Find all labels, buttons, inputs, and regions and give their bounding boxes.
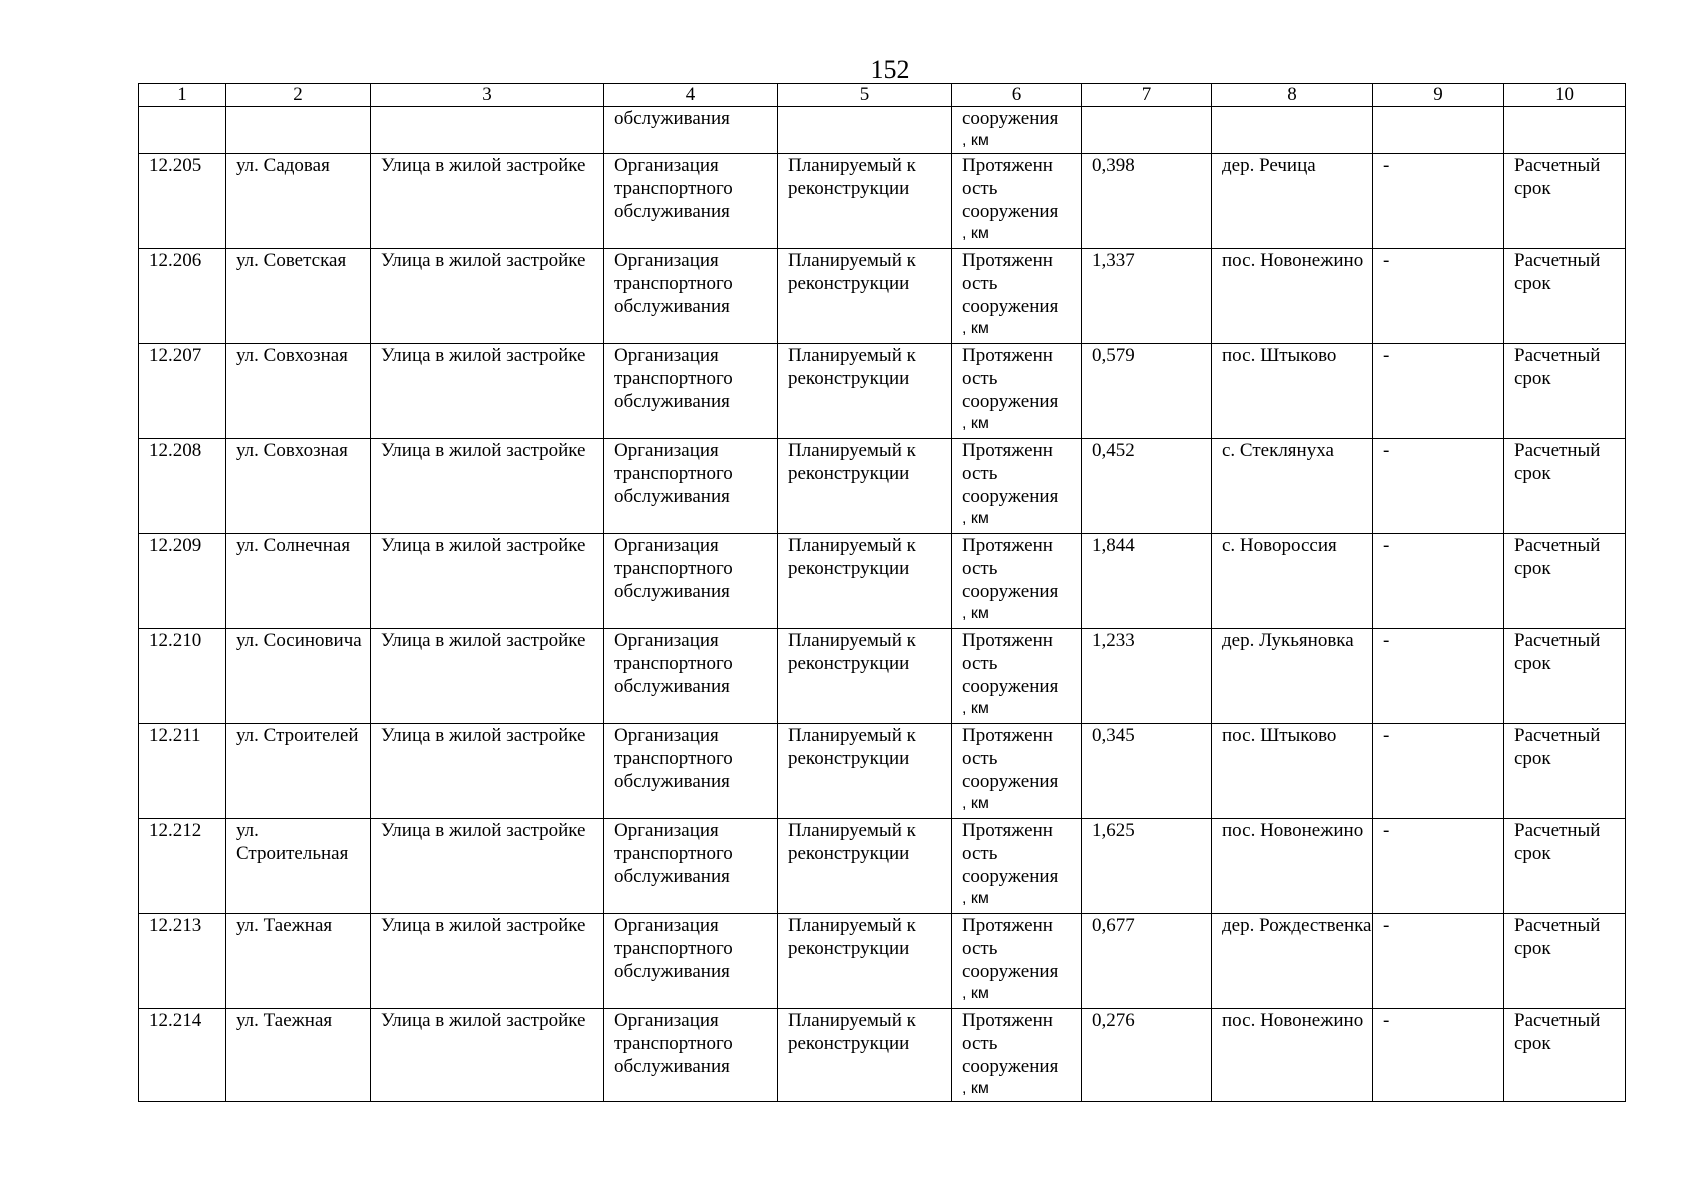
cell-purpose: Организация транспортного обслуживания bbox=[604, 629, 778, 724]
column-number-9: 9 bbox=[1373, 84, 1504, 107]
cell-object-type: Улица в жилой застройке bbox=[371, 914, 604, 1009]
cell-column-9-value: - bbox=[1373, 914, 1504, 1009]
cell-column-9-value: - bbox=[1373, 439, 1504, 534]
cell-length-value: 1,844 bbox=[1082, 534, 1212, 629]
column-number-7: 7 bbox=[1082, 84, 1212, 107]
cell-street-name: ул. Солнечная bbox=[226, 534, 371, 629]
column-number-5: 5 bbox=[778, 84, 952, 107]
table-row bbox=[139, 344, 1626, 439]
characteristic-text: Протяженн ость сооружения bbox=[962, 440, 1059, 507]
cell-purpose: Организация транспортного обслуживания bbox=[604, 344, 778, 439]
cell-length-value: 1,337 bbox=[1082, 249, 1212, 344]
cell-purpose: Организация транспортного обслуживания bbox=[604, 249, 778, 344]
cell-object-type: Улица в жилой застройке bbox=[371, 249, 604, 344]
unit-text: , км bbox=[962, 132, 989, 149]
table-row bbox=[139, 534, 1626, 629]
characteristic-text: Протяженн ость сооружения bbox=[962, 535, 1059, 602]
cell-length-value: 0,398 bbox=[1082, 154, 1212, 249]
column-number-2: 2 bbox=[226, 84, 371, 107]
cell-street-name: ул. Строителей bbox=[226, 724, 371, 819]
cell-object-type: Улица в жилой застройке bbox=[371, 439, 604, 534]
cell-street-name: ул. Совхозная bbox=[226, 344, 371, 439]
cell-status: Планируемый к реконструкции bbox=[778, 249, 952, 344]
cell-object-type: Улица в жилой застройке bbox=[371, 819, 604, 914]
characteristic-text: Протяженн ость сооружения bbox=[962, 250, 1059, 317]
unit-text: , км bbox=[962, 225, 989, 242]
cell-purpose: Организация транспортного обслуживания bbox=[604, 439, 778, 534]
cell-characteristic bbox=[952, 344, 1082, 439]
table-row bbox=[139, 1009, 1626, 1102]
table-row bbox=[139, 914, 1626, 1009]
cell-row-number: 12.206 bbox=[139, 249, 226, 344]
cell-street-name: ул. Совхозная bbox=[226, 439, 371, 534]
cell-term: Расчетный срок bbox=[1504, 534, 1626, 629]
cell-c5 bbox=[778, 107, 952, 154]
cell-object-type: Улица в жилой застройке bbox=[371, 344, 604, 439]
cell-term: Расчетный срок bbox=[1504, 724, 1626, 819]
cell-purpose: Организация транспортного обслуживания bbox=[604, 534, 778, 629]
column-number-row bbox=[139, 84, 1626, 107]
cell-column-9-value: - bbox=[1373, 724, 1504, 819]
cell-c3 bbox=[371, 107, 604, 154]
cell-characteristic bbox=[952, 629, 1082, 724]
characteristic-text: Протяженн ость сооружения bbox=[962, 155, 1059, 222]
table-row bbox=[139, 629, 1626, 724]
cell-c1 bbox=[139, 107, 226, 154]
cell-location: с. Стеклянуха bbox=[1212, 439, 1373, 534]
characteristic-text: сооружения bbox=[962, 108, 1059, 129]
characteristic-text: Протяженн ость сооружения bbox=[962, 915, 1059, 982]
cell-street-name: ул. Таежная bbox=[226, 1009, 371, 1102]
cell-status: Планируемый к реконструкции bbox=[778, 914, 952, 1009]
cell-row-number: 12.209 bbox=[139, 534, 226, 629]
characteristic-text: Протяженн ость сооружения bbox=[962, 820, 1059, 887]
table-row bbox=[139, 249, 1626, 344]
unit-text: , км bbox=[962, 890, 989, 907]
table-row bbox=[139, 154, 1626, 249]
cell-location: пос. Штыково bbox=[1212, 724, 1373, 819]
cell-location: дер. Речица bbox=[1212, 154, 1373, 249]
cell-status: Планируемый к реконструкции bbox=[778, 629, 952, 724]
cell-row-number: 12.210 bbox=[139, 629, 226, 724]
cell-c10 bbox=[1504, 107, 1626, 154]
cell-location: пос. Новонежино bbox=[1212, 819, 1373, 914]
cell-column-9-value: - bbox=[1373, 534, 1504, 629]
table-row bbox=[139, 724, 1626, 819]
cell-term: Расчетный срок bbox=[1504, 249, 1626, 344]
unit-text: , км bbox=[962, 320, 989, 337]
cell-object-type: Улица в жилой застройке bbox=[371, 154, 604, 249]
cell-purpose: Организация транспортного обслуживания bbox=[604, 819, 778, 914]
page-number: 152 bbox=[870, 55, 910, 84]
cell-characteristic bbox=[952, 154, 1082, 249]
cell-location: пос. Новонежино bbox=[1212, 249, 1373, 344]
cell-street-name: ул. Садовая bbox=[226, 154, 371, 249]
cell-street-name: ул. Советская bbox=[226, 249, 371, 344]
cell-characteristic bbox=[952, 914, 1082, 1009]
cell-column-9-value: - bbox=[1373, 249, 1504, 344]
cell-column-9-value: - bbox=[1373, 819, 1504, 914]
cell-row-number: 12.213 bbox=[139, 914, 226, 1009]
cell-street-name: ул. Сосиновича bbox=[226, 629, 371, 724]
cell-length-value: 0,276 bbox=[1082, 1009, 1212, 1102]
unit-text: , км bbox=[962, 605, 989, 622]
cell-length-value: 1,233 bbox=[1082, 629, 1212, 724]
characteristic-text: Протяженн ость сооружения bbox=[962, 725, 1059, 792]
cell-location: с. Новороссия bbox=[1212, 534, 1373, 629]
cell-row-number: 12.205 bbox=[139, 154, 226, 249]
data-table bbox=[138, 83, 1626, 1102]
column-number-3: 3 bbox=[371, 84, 604, 107]
column-number-6: 6 bbox=[952, 84, 1082, 107]
cell-status: Планируемый к реконструкции bbox=[778, 724, 952, 819]
continuation-row bbox=[139, 107, 1626, 154]
cell-c8 bbox=[1212, 107, 1373, 154]
unit-text: , км bbox=[962, 985, 989, 1002]
cell-status: Планируемый к реконструкции bbox=[778, 154, 952, 249]
unit-text: , км bbox=[962, 510, 989, 527]
cell-status: Планируемый к реконструкции bbox=[778, 439, 952, 534]
cell-row-number: 12.208 bbox=[139, 439, 226, 534]
cell-status: Планируемый к реконструкции bbox=[778, 1009, 952, 1102]
cell-status: Планируемый к реконструкции bbox=[778, 819, 952, 914]
cell-location: дер. Лукьяновка bbox=[1212, 629, 1373, 724]
cell-row-number: 12.214 bbox=[139, 1009, 226, 1102]
cell-characteristic bbox=[952, 439, 1082, 534]
cell-term: Расчетный срок bbox=[1504, 1009, 1626, 1102]
cell-length-value: 0,452 bbox=[1082, 439, 1212, 534]
table-row bbox=[139, 439, 1626, 534]
column-number-1: 1 bbox=[139, 84, 226, 107]
characteristic-text: Протяженн ость сооружения bbox=[962, 630, 1059, 697]
cell-row-number: 12.211 bbox=[139, 724, 226, 819]
column-number-10: 10 bbox=[1504, 84, 1626, 107]
characteristic-text: Протяженн ость сооружения bbox=[962, 1010, 1059, 1077]
cell-object-type: Улица в жилой застройке bbox=[371, 534, 604, 629]
cell-c2 bbox=[226, 107, 371, 154]
cell-characteristic bbox=[952, 819, 1082, 914]
cell-purpose: Организация транспортного обслуживания bbox=[604, 154, 778, 249]
characteristic-text: Протяженн ость сооружения bbox=[962, 345, 1059, 412]
cell-row-number: 12.212 bbox=[139, 819, 226, 914]
cell-length-value: 0,345 bbox=[1082, 724, 1212, 819]
cell-status: Планируемый к реконструкции bbox=[778, 344, 952, 439]
cell-length-value: 0,677 bbox=[1082, 914, 1212, 1009]
cell-term: Расчетный срок bbox=[1504, 819, 1626, 914]
cell-term: Расчетный срок bbox=[1504, 154, 1626, 249]
cell-street-name: ул. Строительная bbox=[226, 819, 371, 914]
cell-purpose: Организация транспортного обслуживания bbox=[604, 1009, 778, 1102]
cell-term: Расчетный срок bbox=[1504, 344, 1626, 439]
cell-column-9-value: - bbox=[1373, 629, 1504, 724]
cell-object-type: Улица в жилой застройке bbox=[371, 629, 604, 724]
cell-location: пос. Новонежино bbox=[1212, 1009, 1373, 1102]
cell-term: Расчетный срок bbox=[1504, 914, 1626, 1009]
cell-length-value: 1,625 bbox=[1082, 819, 1212, 914]
unit-text: , км bbox=[962, 795, 989, 812]
column-number-4: 4 bbox=[604, 84, 778, 107]
cell-column-9-value: - bbox=[1373, 344, 1504, 439]
cell-object-type: Улица в жилой застройке bbox=[371, 1009, 604, 1102]
cell-c9 bbox=[1373, 107, 1504, 154]
cell-status: Планируемый к реконструкции bbox=[778, 534, 952, 629]
cell-characteristic bbox=[952, 249, 1082, 344]
cell-length-value: 0,579 bbox=[1082, 344, 1212, 439]
cell-column-9-value: - bbox=[1373, 154, 1504, 249]
cell-characteristic bbox=[952, 107, 1082, 154]
cell-term: Расчетный срок bbox=[1504, 629, 1626, 724]
cell-characteristic bbox=[952, 724, 1082, 819]
cell-object-type: Улица в жилой застройке bbox=[371, 724, 604, 819]
cell-column-9-value: - bbox=[1373, 1009, 1504, 1102]
unit-text: , км bbox=[962, 415, 989, 432]
cell-characteristic bbox=[952, 534, 1082, 629]
cell-row-number: 12.207 bbox=[139, 344, 226, 439]
cell-c7 bbox=[1082, 107, 1212, 154]
cell-location: дер. Рождественка bbox=[1212, 914, 1373, 1009]
cell-location: пос. Штыково bbox=[1212, 344, 1373, 439]
cell-street-name: ул. Таежная bbox=[226, 914, 371, 1009]
unit-text: , км bbox=[962, 1080, 989, 1097]
cell-purpose: Организация транспортного обслуживания bbox=[604, 914, 778, 1009]
table-row bbox=[139, 819, 1626, 914]
cell-purpose: Организация транспортного обслуживания bbox=[604, 724, 778, 819]
cell-term: Расчетный срок bbox=[1504, 439, 1626, 534]
column-number-8: 8 bbox=[1212, 84, 1373, 107]
cell-characteristic bbox=[952, 1009, 1082, 1102]
cell-purpose: обслуживания bbox=[604, 107, 778, 154]
unit-text: , км bbox=[962, 700, 989, 717]
